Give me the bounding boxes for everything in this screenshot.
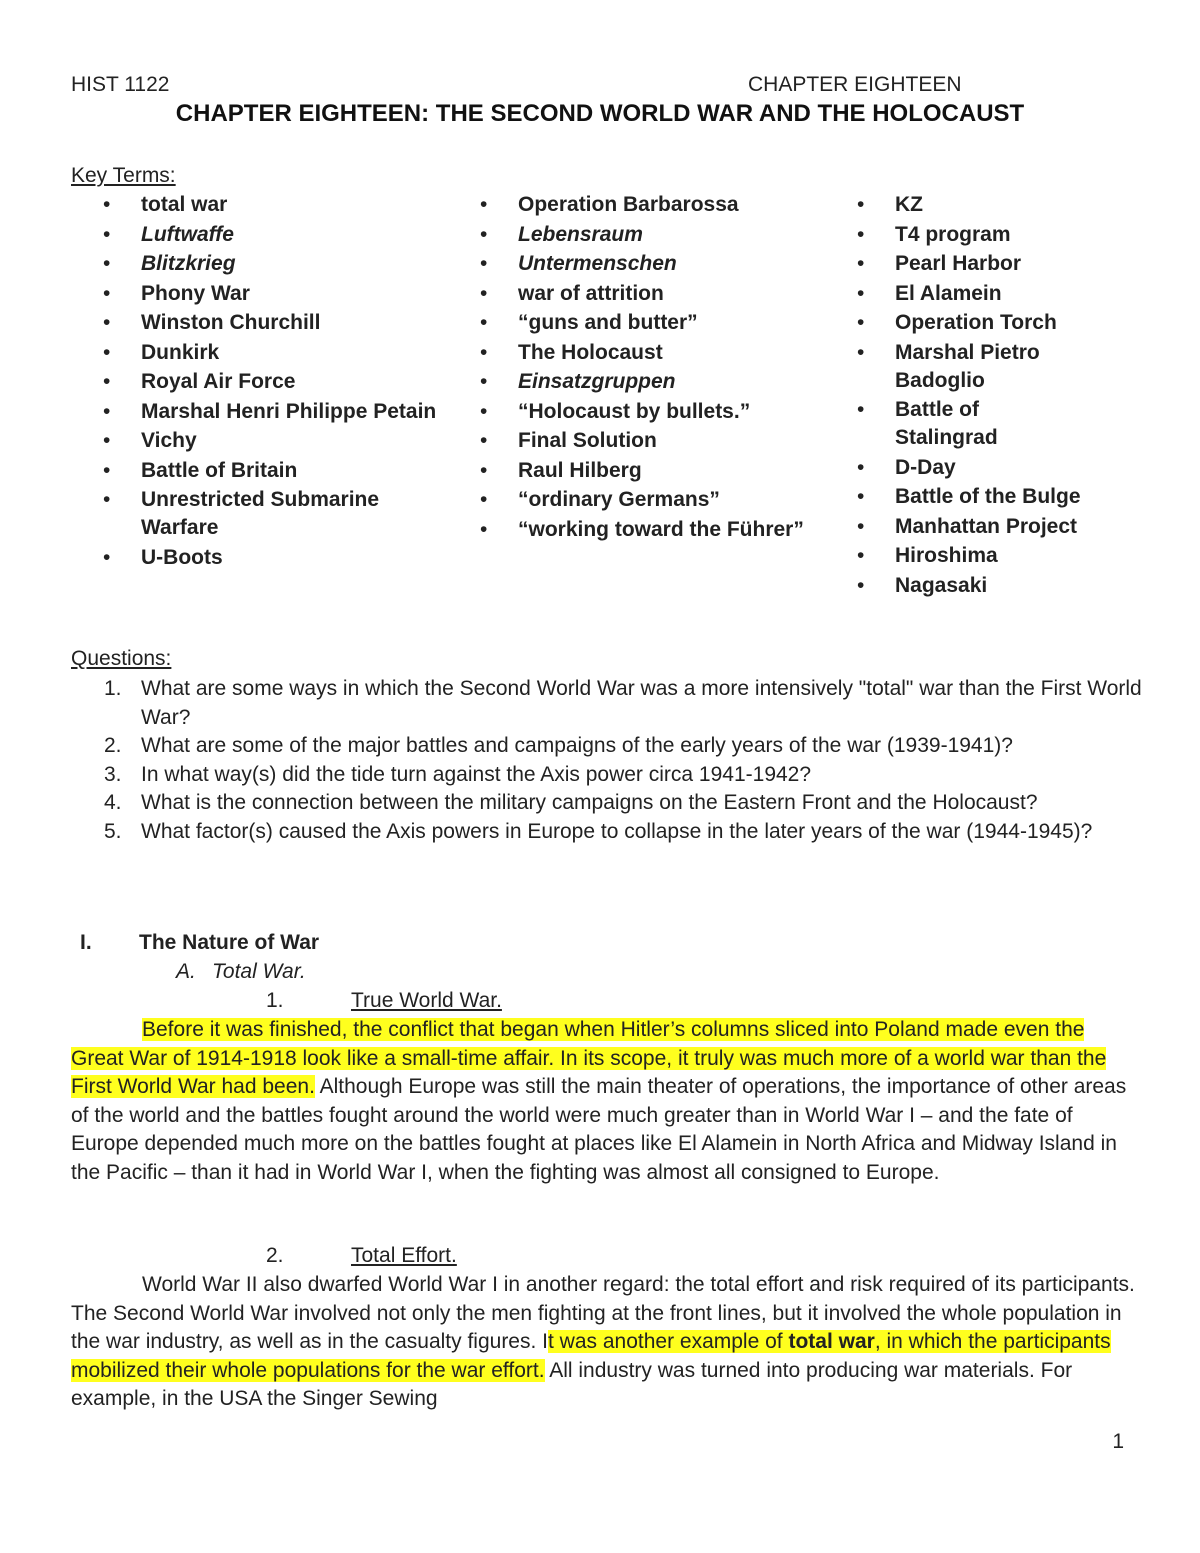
- key-terms-column-1: [103, 191, 443, 573]
- question-item: 2. What are some of the major battles and campaigns of the early years of the war (1939-1941)?: [104, 734, 1013, 757]
- item-number: 2.: [266, 1244, 284, 1267]
- key-term: • Vichy: [103, 429, 197, 452]
- key-term: • D-Day: [857, 455, 956, 479]
- question-item: 3. In what way(s) did the tide turn against the Axis power circa 1941-1942?: [104, 762, 812, 786]
- key-term: • Luftwaffe: [103, 222, 234, 246]
- paragraph-total-effort: World War II also dwarfed World War I in another regard: the total effort and risk required of its participants. The Second World War involved not only the men fighting at the front lines, but it involved the whole population in the war industry, as well as in the casualty figures. It was another example of total war, in which the participants mobilized their whole populations for the war effort. All industry was turned into producing war materials. For example, in the USA the Singer Sewing: [71, 1273, 1135, 1410]
- key-terms-label: Key Terms:: [71, 164, 176, 187]
- key-term: • Final Solution: [480, 429, 657, 452]
- key-term: • Battle of Stalingrad: [857, 398, 998, 449]
- key-term: • Winston Churchill: [103, 311, 321, 334]
- questions-label: Questions:: [71, 647, 172, 670]
- subsection-letter: A.: [176, 960, 196, 983]
- key-term: • Royal Air Force: [103, 370, 296, 393]
- highlighted-text: t was another example of total war, in which the participants mobilized their whole populations for the war effort.: [71, 1330, 1111, 1382]
- key-term: • U-Boots: [103, 545, 223, 569]
- key-term: • “Holocaust by bullets.”: [480, 399, 751, 423]
- key-term: • Operation Torch: [857, 311, 1057, 334]
- key-term: • Einsatzgruppen: [480, 370, 676, 393]
- question-item: 5. What factor(s) caused the Axis powers in Europe to collapse in the later years of the war (1944-1945)?: [104, 819, 1093, 843]
- key-term: • Operation Barbarossa: [480, 193, 739, 216]
- key-term: • Nagasaki: [857, 573, 988, 597]
- key-term: • war of attrition: [480, 281, 664, 305]
- key-term: • KZ: [857, 193, 923, 216]
- key-term: • The Holocaust: [480, 340, 663, 364]
- item-number: 1.: [266, 989, 284, 1012]
- section-numeral: I.: [80, 931, 92, 954]
- item-heading: True World War.: [351, 989, 502, 1012]
- page-number: 1: [1112, 1430, 1124, 1453]
- item-heading: Total Effort.: [351, 1244, 457, 1267]
- key-term: • Battle of the Bulge: [857, 485, 1081, 508]
- key-term: • T4 program: [857, 222, 1011, 246]
- key-term: • Hiroshima: [857, 544, 998, 567]
- key-term: • Battle of Britain: [103, 458, 298, 482]
- key-term: • Manhattan Project: [857, 514, 1078, 538]
- key-term: • Untermenschen: [480, 252, 677, 275]
- key-term: • Lebensraum: [480, 222, 643, 246]
- key-term: • Raul Hilberg: [480, 458, 642, 482]
- key-term: • El Alamein: [857, 281, 1002, 305]
- question-item: 1. What are some ways in which the Second World War was a more intensively "total" war than the First World War?: [104, 677, 1142, 729]
- key-terms-column-2: [480, 191, 810, 545]
- chapter-header: CHAPTER EIGHTEEN: [748, 73, 962, 96]
- key-term: • Marshal Henri Philippe Petain: [103, 399, 437, 423]
- key-term: • Phony War: [103, 281, 250, 305]
- questions-list: [104, 675, 1144, 846]
- key-term: • Marshal Pietro Badoglio: [857, 340, 1040, 392]
- key-term: • Pearl Harbor: [857, 252, 1022, 275]
- key-term: • total war: [103, 193, 228, 216]
- page-title: CHAPTER EIGHTEEN: THE SECOND WORLD WAR AND THE HOLOCAUST: [175, 100, 1025, 127]
- paragraph-true-world-war: Before it was finished, the conflict that began when Hitler’s columns sliced into Poland made even the Great War of 1914-1918 look like a small-time affair. In its scope, it truly was much more of a world war than the First World War had been. Although Europe was still the main theater of operations, the importance of other areas of the world and the battles fought around the world were much greater than in World War I – and the fate of Europe depended much more on the battles fought at places like El Alamein in North Africa and Midway Island in the Pacific – than it had in World War I, when the fighting was almost all consigned to Europe.: [71, 1018, 1127, 1184]
- key-term: • “ordinary Germans”: [480, 488, 720, 511]
- question-item: 4. What is the connection between the military campaigns on the Eastern Front and the Holocaust?: [104, 791, 1038, 814]
- key-term: • Blitzkrieg: [103, 252, 236, 275]
- key-term: • Unrestricted Submarine Warfare: [103, 488, 380, 539]
- course-code: HIST 1122: [71, 73, 170, 96]
- key-term: • Dunkirk: [103, 340, 220, 364]
- key-terms-column-3: [857, 191, 1087, 601]
- subsection-heading: Total War.: [212, 960, 306, 983]
- section-heading: The Nature of War: [139, 931, 320, 954]
- key-term: • “guns and butter”: [480, 311, 698, 334]
- key-term: • “working toward the Führer”: [480, 517, 804, 541]
- highlighted-text: Before it was finished, the conflict that began when Hitler’s columns sliced into Poland made even the Great War of 1914-1918 look like a small-time affair. In its scope, it truly was much more of a world war than the First World War had been.: [71, 1018, 1107, 1098]
